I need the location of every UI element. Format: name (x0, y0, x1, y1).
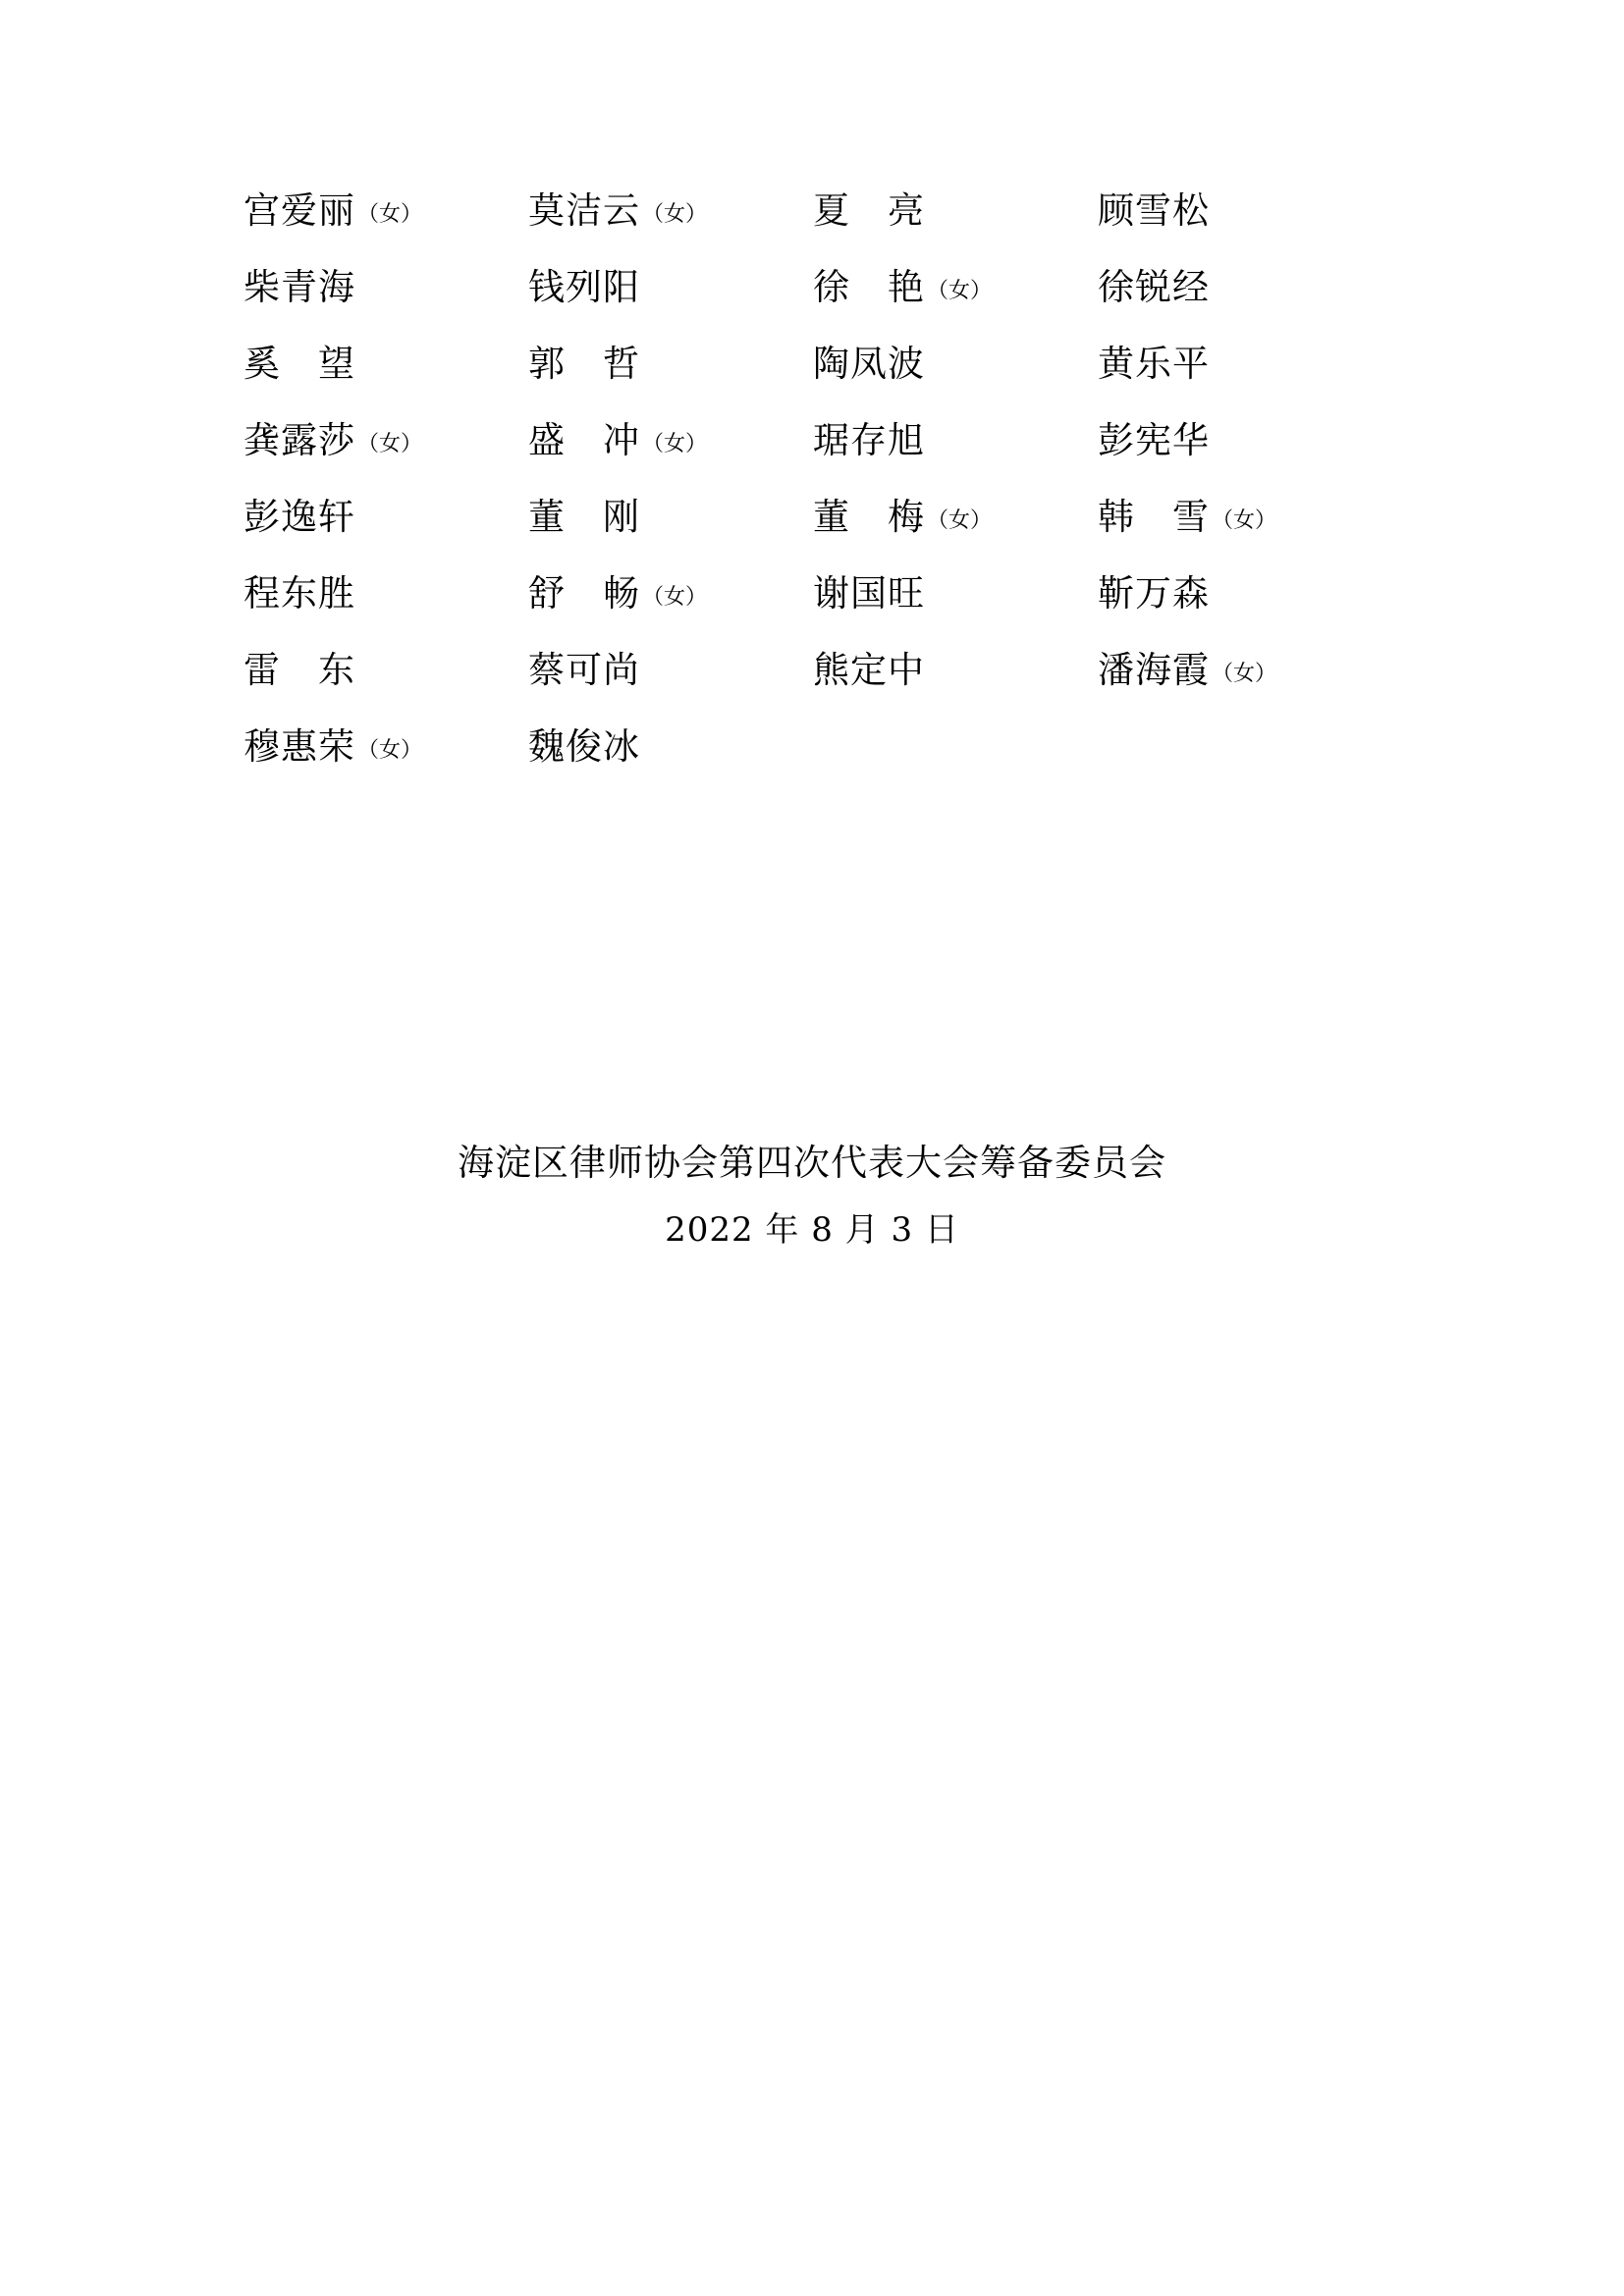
table-row (244, 189, 1382, 269)
person-name: 董 梅 (813, 496, 925, 538)
gender-marker: （女） (357, 432, 423, 456)
person-name: 雷 东 (244, 649, 355, 691)
person-name: 程东胜 (244, 572, 355, 614)
person-name: 龚露莎 (244, 419, 355, 461)
name-entry (1098, 496, 1382, 538)
person-name: 琚存旭 (813, 419, 925, 461)
person-name: 顾雪松 (1098, 189, 1210, 232)
person-name: 柴青海 (244, 266, 355, 308)
name-entry (244, 496, 528, 538)
person-name: 钱列阳 (528, 266, 640, 308)
gender-marker: （女） (642, 585, 708, 610)
person-name: 彭宪华 (1098, 419, 1210, 461)
person-name: 盛 冲 (528, 419, 640, 461)
name-entry (528, 572, 813, 614)
person-name: 熊定中 (813, 649, 925, 691)
name-entry (244, 266, 528, 308)
gender-marker: （女） (642, 202, 708, 227)
name-entry (813, 649, 1098, 691)
name-entry (813, 496, 1098, 538)
gender-marker: （女） (1212, 662, 1277, 686)
table-row (244, 266, 1382, 346)
name-entry (813, 572, 1098, 614)
gender-marker: （女） (357, 738, 423, 763)
table-row (244, 419, 1382, 499)
person-name: 穆惠荣 (244, 725, 355, 768)
name-entry (244, 189, 528, 232)
person-name: 徐 艳 (813, 266, 925, 308)
table-row (244, 649, 1382, 728)
table-row (244, 343, 1382, 422)
person-name: 郭 哲 (528, 343, 640, 385)
name-entry (528, 725, 813, 768)
name-entry (528, 419, 813, 461)
name-entry (244, 725, 528, 768)
person-name: 潘海霞 (1098, 649, 1210, 691)
gender-marker: （女） (927, 508, 993, 533)
table-row (244, 725, 1382, 805)
name-entry (528, 343, 813, 385)
person-name: 夏 亮 (813, 189, 925, 232)
name-entry (813, 343, 1098, 385)
name-entry (1098, 343, 1382, 385)
person-name: 魏俊冰 (528, 725, 640, 768)
person-name: 舒 畅 (528, 572, 640, 614)
person-name: 宫爱丽 (244, 189, 355, 232)
gender-marker: （女） (642, 432, 708, 456)
person-name: 莫洁云 (528, 189, 640, 232)
gender-marker: （女） (357, 202, 423, 227)
name-entry (1098, 572, 1382, 614)
table-row (244, 496, 1382, 575)
name-entry (528, 189, 813, 232)
name-entry (1098, 649, 1382, 691)
table-row (244, 572, 1382, 652)
name-entry (528, 266, 813, 308)
name-entry (528, 496, 813, 538)
gender-marker: （女） (1212, 508, 1277, 533)
name-entry (244, 419, 528, 461)
gender-marker: （女） (927, 279, 993, 303)
name-entry (244, 572, 528, 614)
name-entry (244, 649, 528, 691)
person-name: 谢国旺 (813, 572, 925, 614)
person-name: 徐锐经 (1098, 266, 1210, 308)
name-list (244, 189, 1382, 805)
name-entry (813, 419, 1098, 461)
name-entry (244, 343, 528, 385)
issuing-organization: 海淀区律师协会第四次代表大会筹备委员会 (458, 1142, 1166, 1184)
person-name: 奚 望 (244, 343, 355, 385)
name-entry (813, 189, 1098, 232)
name-entry (1098, 266, 1382, 308)
name-entry (1098, 419, 1382, 461)
name-entry (813, 266, 1098, 308)
person-name: 靳万森 (1098, 572, 1210, 614)
name-entry (1098, 189, 1382, 232)
issue-date: 2022 年 8 月 3 日 (665, 1210, 959, 1251)
person-name: 彭逸轩 (244, 496, 355, 538)
person-name: 韩 雪 (1098, 496, 1210, 538)
person-name: 黄乐平 (1098, 343, 1210, 385)
name-entry (528, 649, 813, 691)
person-name: 董 刚 (528, 496, 640, 538)
person-name: 陶凤波 (813, 343, 925, 385)
person-name: 蔡可尚 (528, 649, 640, 691)
document-signature-block (0, 1134, 1624, 1257)
